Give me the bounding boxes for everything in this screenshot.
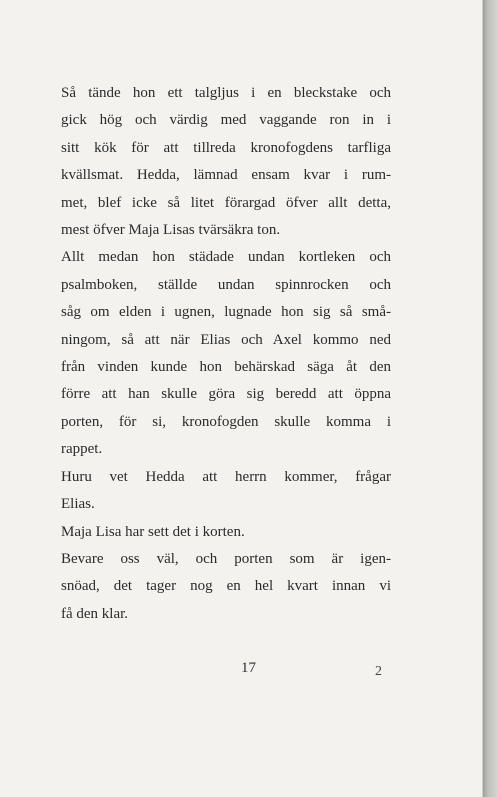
- text-line: förre att han skulle göra sig beredd att öppna: [61, 386, 391, 403]
- text-line: få den klar.: [61, 605, 129, 622]
- text-line: met, blef icke så litet förargad öfver allt detta,: [61, 194, 391, 211]
- text-line: såg om elden i ugnen, lugnade hon sig så små-: [61, 304, 391, 321]
- text-line: Maja Lisa har sett det i korten.: [61, 523, 245, 540]
- text-line: Allt medan hon städade undan kortleken och: [61, 249, 391, 266]
- text-line: sitt kök för att tillreda kronofogdens tarfliga: [61, 139, 391, 156]
- text-line: snöad, det tager nog en hel kvart innan vi: [61, 578, 391, 595]
- text-line: porten, för si, kronofogden skulle komma i: [61, 413, 391, 430]
- signature-mark: 2: [375, 664, 382, 679]
- text-line: rappet.: [61, 441, 103, 458]
- text-line: Huru vet Hedda att herrn kommer, frågar: [61, 468, 391, 485]
- body-text: [61, 80, 391, 628]
- text-line: Så tände hon ett talgljus i en bleckstake och: [61, 85, 391, 101]
- text-line: från vinden kunde hon behärskad säga åt den: [61, 359, 391, 376]
- text-line: psalmboken, ställde undan spinnrocken och: [61, 276, 391, 293]
- text-line: mest öfver Maja Lisas tvärsäkra ton.: [61, 222, 281, 239]
- text-line: ningom, så att när Elias och Axel kommo ned: [61, 331, 391, 348]
- text-line: gick hög och värdig med vaggande ron in i: [61, 112, 391, 129]
- text-line: kvällsmat. Hedda, lämnad ensam kvar i rum-: [61, 167, 391, 184]
- page-number: 17: [241, 660, 256, 676]
- page-edge: [483, 0, 497, 797]
- text-line: Elias.: [61, 496, 95, 513]
- text-line: Bevare oss väl, och porten som är igen-: [61, 550, 391, 567]
